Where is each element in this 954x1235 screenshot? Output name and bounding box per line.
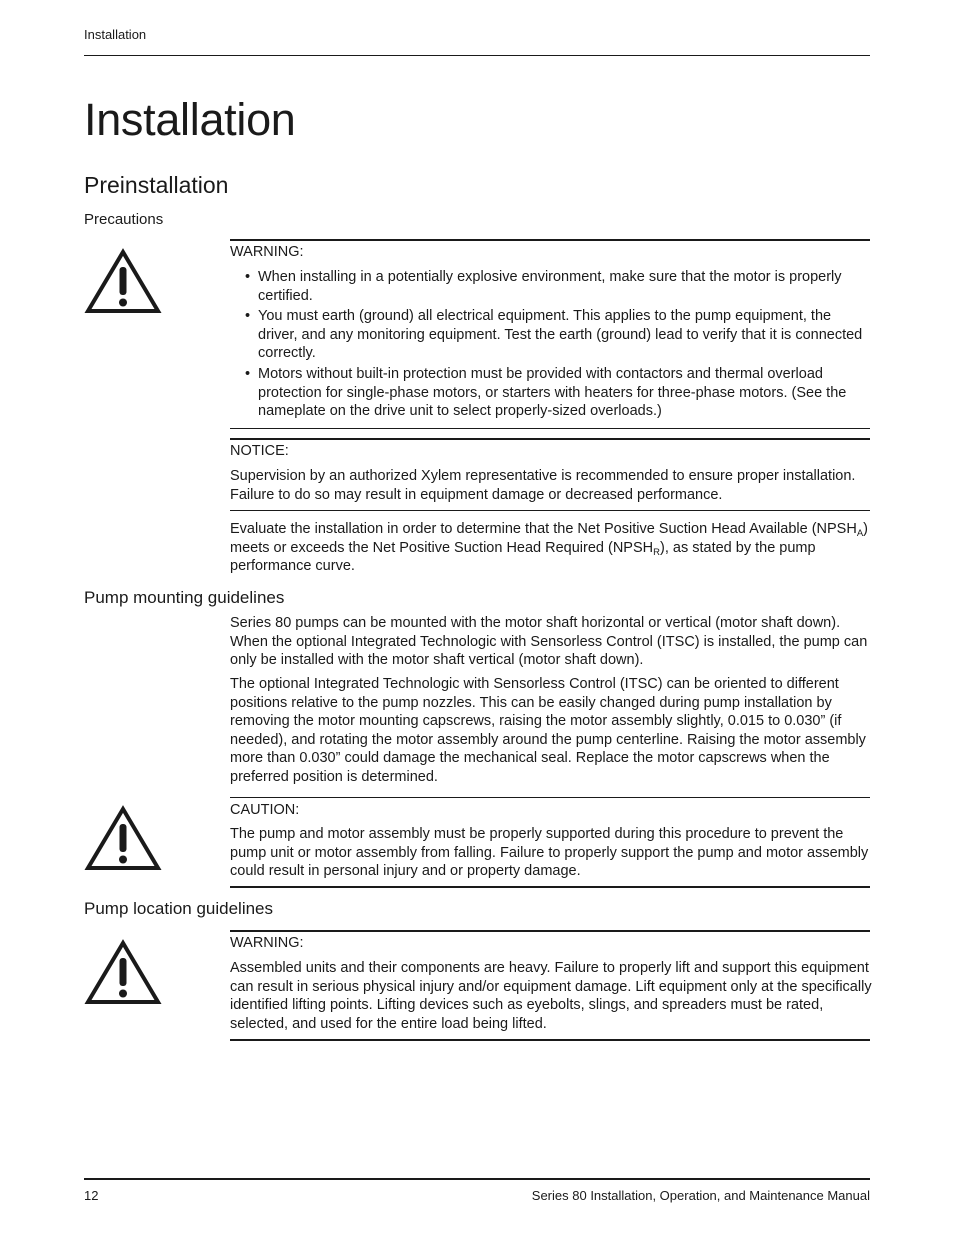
warning-triangle-icon [84,938,162,1006]
page-title: Installation [84,94,296,145]
caution-label: CAUTION: [230,802,300,818]
footer-doc-title: Series 80 Installation, Operation, and Maintenance Manual [531,1188,870,1203]
location-warning-text: Assembled units and their components are heavy. Failure to properly lift and support this equipment can result in serious physical injury and/or equipment damage. Lift equipment only at the specifically identified lifting points. Lifting devices such as eyebolts, slings, and spreaders must be rated, selected, and used for the entire load being lifted. [230,960,872,1032]
warning-bullet-list [230,268,872,423]
warning-bottom-rule [230,428,870,429]
warning-triangle-icon [84,804,162,872]
warning-label: WARNING: [230,935,304,951]
npsh-paragraph: Evaluate the installation in order to determine that the Net Positive Suction Head Available $(NPSH_A)$ meets or exceeds the Net Positive Suction Head Required $(NPSH_R)$, as stated by the pump performance curve. [230,521,868,575]
subheading-precautions: Precautions [84,211,164,228]
warning-bullet: • You must earth (ground) all electrical equipment. This applies to the pump equipment, the driver, and any monitoring equipment. Test the earth (ground) lead to verify that it is connected correctly. [230,307,872,363]
footer-rule [84,1178,870,1180]
warning-bullet: • Motors without built-in protection must be provided with contactors and thermal overload protection for single-phase motors, or starters with heaters for three-phase motors. (See the nameplate on the drive unit to select properly-sized overloads.) [230,365,872,421]
section-heading-mounting: Pump mounting guidelines [84,588,285,607]
notice-text: Supervision by an authorized Xylem representative is recommended to ensure proper installation. Failure to do so may result in equipment damage or decreased performance. [230,468,856,503]
mounting-paragraph-2: The optional Integrated Technologic with Sensorless Control (ITSC) can be oriented to different positions relative to the pump nozzles. This can be easily changed during pump installation by removing the motor mounting capscrews, raising the motor assembly slightly, 0.015 to 0.030” (if needed), and rotating the motor assembly around the pump centerline. Raising the motor assembly more than 0.030” could damage the mechanical seal. Replace the motor capscrews when the preferred position is determined. [230,676,866,785]
warning-bottom-rule [230,1039,870,1041]
mounting-paragraph-1: Series 80 pumps can be mounted with the motor shaft horizontal or vertical (motor shaft down). When the optional Integrated Technologic with Sensorless Control (ITSC) is installed, the pump can only be installed with the motor shaft vertical (motor shaft down). [230,615,868,669]
page-number: 12 [84,1188,99,1203]
warning-label: WARNING: [230,244,304,260]
notice-label: NOTICE: [230,443,289,459]
caution-bottom-rule [230,886,870,888]
warning-top-rule [230,930,870,932]
header-rule [84,55,870,56]
notice-top-rule [230,438,870,440]
warning-triangle-icon [84,247,162,315]
warning-top-rule [230,239,870,241]
section-heading-location: Pump location guidelines [84,899,274,918]
caution-top-rule [230,797,870,798]
warning-bullet: • When installing in a potentially explosive environment, make sure that the motor is properly certified. [230,268,872,305]
caution-text: The pump and motor assembly must be properly supported during this procedure to prevent the pump unit or motor assembly from falling. Failure to properly support the pump and motor assembly could result in personal injury and or property damage. [230,826,869,880]
running-header: Installation [84,27,147,42]
notice-bottom-rule [230,510,870,511]
section-heading-preinstallation: Preinstallation [84,172,229,198]
